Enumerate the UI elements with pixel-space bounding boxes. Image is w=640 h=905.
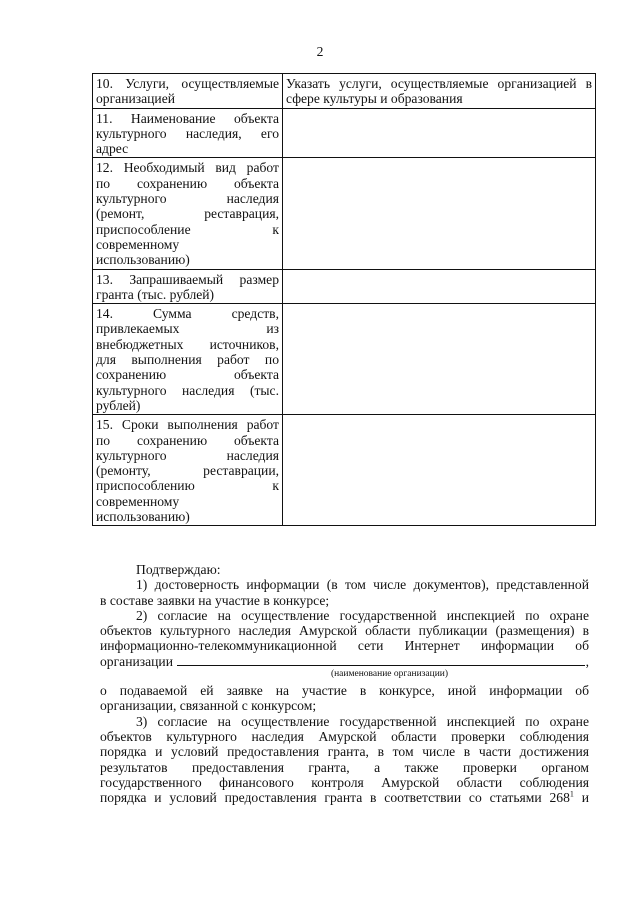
item1-line: в составе заявки на участие в конкурсе; xyxy=(100,592,330,608)
item3-line: государственного финансового контроля Амурской области соблюдения xyxy=(100,774,589,790)
row-label-cell xyxy=(93,158,283,269)
row-value-cell[interactable] xyxy=(283,158,596,269)
row-label-line: культурного наследия (тыс. xyxy=(96,382,279,398)
row-label-line: культурного наследия xyxy=(96,191,279,207)
item3-line: объектов культурного наследия Амурской области проверки соблюдения xyxy=(100,728,589,744)
row-label-line: гранта (тыс. рублей) xyxy=(96,286,215,302)
item2tail-line: о подаваемой ей заявке на участие в конкурсе, иной информации об xyxy=(100,683,589,699)
row-value-line: Указать услуги, осуществляемые организацией в xyxy=(286,76,592,91)
row-label-line: организацией xyxy=(96,91,176,107)
organization-name-blank[interactable] xyxy=(177,664,585,666)
row-label-line: современному xyxy=(96,236,180,252)
row-label-line: рублей) xyxy=(96,397,141,413)
table-row xyxy=(93,269,596,304)
item2-line: информационно-телекоммуникационной сети Интернет информации об xyxy=(100,638,589,654)
row-label-line: (ремонту, реставрации, xyxy=(96,463,279,479)
row-value-cell[interactable] xyxy=(283,304,596,415)
row-value-cell[interactable] xyxy=(283,269,596,304)
row-label-line: внебюджетных источников, xyxy=(96,336,279,352)
row-label-cell xyxy=(93,74,283,109)
item3-line: результатов предоставления гранта, а также проверки органом xyxy=(100,759,589,775)
row-label-line: 12. Необходимый вид работ xyxy=(96,160,279,176)
row-label-line: по сохранению объекта xyxy=(96,175,279,191)
row-label-cell xyxy=(93,304,283,415)
row-label-line: (ремонт, реставрация, xyxy=(96,206,279,222)
item2-line: 2) согласие на осуществление государственной инспекцией по охране xyxy=(136,607,589,623)
row-label-line: 11. Наименование объекта xyxy=(96,110,279,126)
item2-line: объектов культурного наследия Амурской области публикации (размещения) в xyxy=(100,623,589,639)
page-number: 2 xyxy=(316,44,324,59)
item3-last-end: и xyxy=(573,790,589,806)
table-row xyxy=(93,108,596,158)
row-label-line: по сохранению объекта xyxy=(96,432,279,448)
organization-name-line xyxy=(100,654,589,669)
table-body xyxy=(93,74,596,526)
row-label-cell xyxy=(93,269,283,304)
confirm-item-2 xyxy=(100,608,589,654)
row-label-line: для выполнения работ по xyxy=(96,352,279,368)
row-label-line: привлекаемых из xyxy=(96,321,279,337)
row-label-cell xyxy=(93,108,283,158)
organization-caption: (наименование организации) xyxy=(330,669,449,680)
row-value-cell[interactable] xyxy=(283,108,596,158)
article-superscript: 1 xyxy=(569,789,574,799)
confirm-item-3 xyxy=(100,714,589,790)
confirm-item-2-tail xyxy=(100,683,589,714)
row-value-line: сфере культуры и образования xyxy=(286,91,463,107)
row-label-line: 10. Услуги, осуществляемые xyxy=(96,76,279,91)
table-row xyxy=(93,74,596,109)
confirm-heading: Подтверждаю: xyxy=(136,562,221,577)
row-label-line: адрес xyxy=(96,141,129,157)
row-label-line: использованию) xyxy=(96,509,190,525)
row-label-line: приспособление к xyxy=(96,221,279,237)
item2tail-line: организации, связанной с конкурсом; xyxy=(100,698,317,714)
item3-line: порядка и условий предоставления гранта, в том числе в части достижения xyxy=(100,744,589,760)
confirmation-section xyxy=(100,562,589,805)
organization-comma: , xyxy=(585,653,589,669)
row-label-line: культурного наследия xyxy=(96,447,279,463)
row-label-line: современному xyxy=(96,493,180,509)
row-value-cell xyxy=(283,74,596,109)
row-label-line: использованию) xyxy=(96,252,190,268)
item1-line: 1) достоверность информации (в том числе документов), представленной xyxy=(136,577,589,593)
organization-label: организации xyxy=(100,653,173,669)
confirm-item-1 xyxy=(100,577,589,608)
table-row xyxy=(93,304,596,415)
item3-last-text: порядка и условий предоставления гранта в соответствии со статьями 268 xyxy=(100,790,570,806)
row-label-line: 15. Сроки выполнения работ xyxy=(96,417,279,433)
row-value-cell[interactable] xyxy=(283,415,596,526)
row-label-cell xyxy=(93,415,283,526)
row-label-line: культурного наследия, его xyxy=(96,125,279,141)
table-row xyxy=(93,415,596,526)
table-row xyxy=(93,158,596,269)
row-label-line: сохранению объекта xyxy=(96,367,279,383)
confirm-item-3-last-line xyxy=(100,790,589,805)
row-label-line: 13. Запрашиваемый размер xyxy=(96,271,279,287)
application-form-table xyxy=(92,73,596,526)
row-label-line: 14. Сумма средств, xyxy=(96,306,279,322)
item3-line: 3) согласие на осуществление государственной инспекцией по охране xyxy=(136,713,589,729)
row-label-line: приспособлению к xyxy=(96,478,279,494)
